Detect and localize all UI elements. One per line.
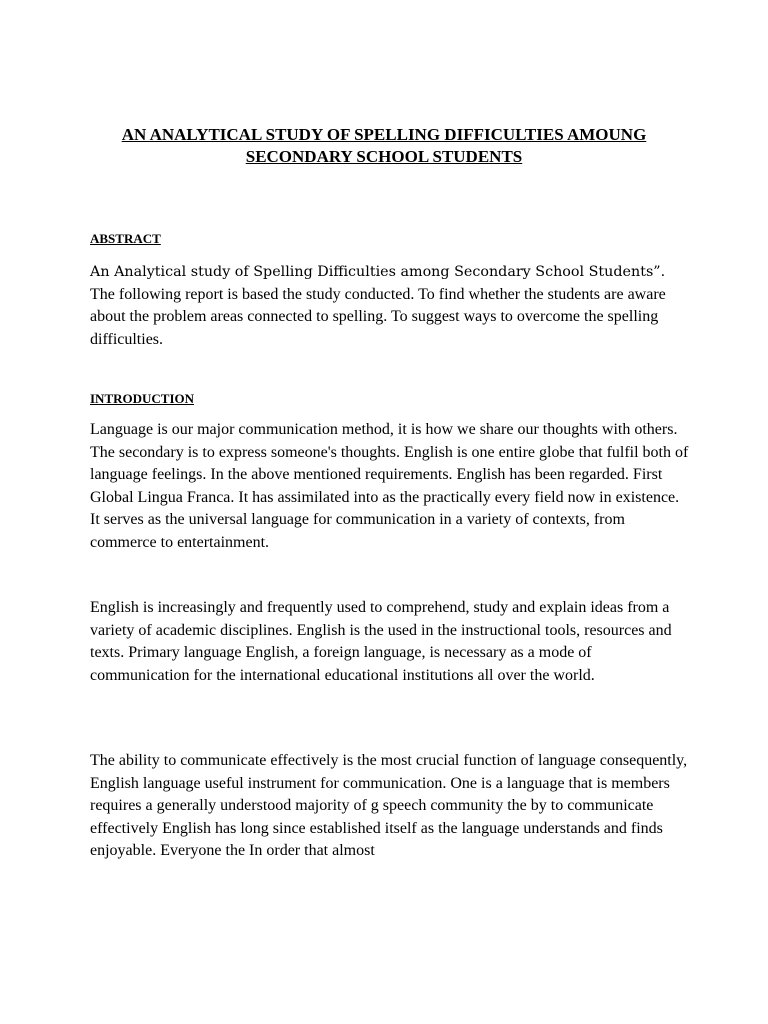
abstract-heading: ABSTRACT <box>90 231 161 246</box>
abstract-lead: An Analytical study of Spelling Difficulties among Secondary School Students”. <box>90 264 666 280</box>
title-line-2: SECONDARY SCHOOL STUDENTS <box>245 147 523 166</box>
abstract-body: The following report is based the study conducted. To find whether the students are aware about the problem areas connected to spelling. To suggest ways to overcome the spelling difficulties. <box>90 285 666 348</box>
introduction-paragraph-1: Language is our major communication method, it is how we share our thoughts with others. The secondary is to express someone's thoughts. English is one entire globe that fulfil both of language feelings. In the above mentioned requirements. English has been regarded. First Global Lingua Franca. It has assimilated into as the practically every field now in existence. It serves as the universal language for communication in a variety of contexts, from commerce to entertainment. <box>90 421 689 551</box>
introduction-paragraph-3: The ability to communicate effectively is the most crucial function of language consequently, English language useful instrument for communication. One is a language that is members requires a generally understood majority of g speech community the by to communicate effectively English has long since established itself as the language understands and finds enjoyable. Everyone the In order that almost <box>90 752 688 859</box>
title-line-1: AN ANALYTICAL STUDY OF SPELLING DIFFICULTIES AMOUNG <box>121 125 647 144</box>
abstract-paragraph <box>90 261 690 351</box>
document-title <box>60 124 708 168</box>
introduction-heading: INTRODUCTION <box>90 391 195 406</box>
introduction-paragraph-2: English is increasingly and frequently used to comprehend, study and explain ideas from a variety of academic disciplines. English is the used in the instructional tools, resources and texts. Primary language English, a foreign language, is necessary as a mode of communication for the international educational institutions all over the world. <box>90 599 672 684</box>
